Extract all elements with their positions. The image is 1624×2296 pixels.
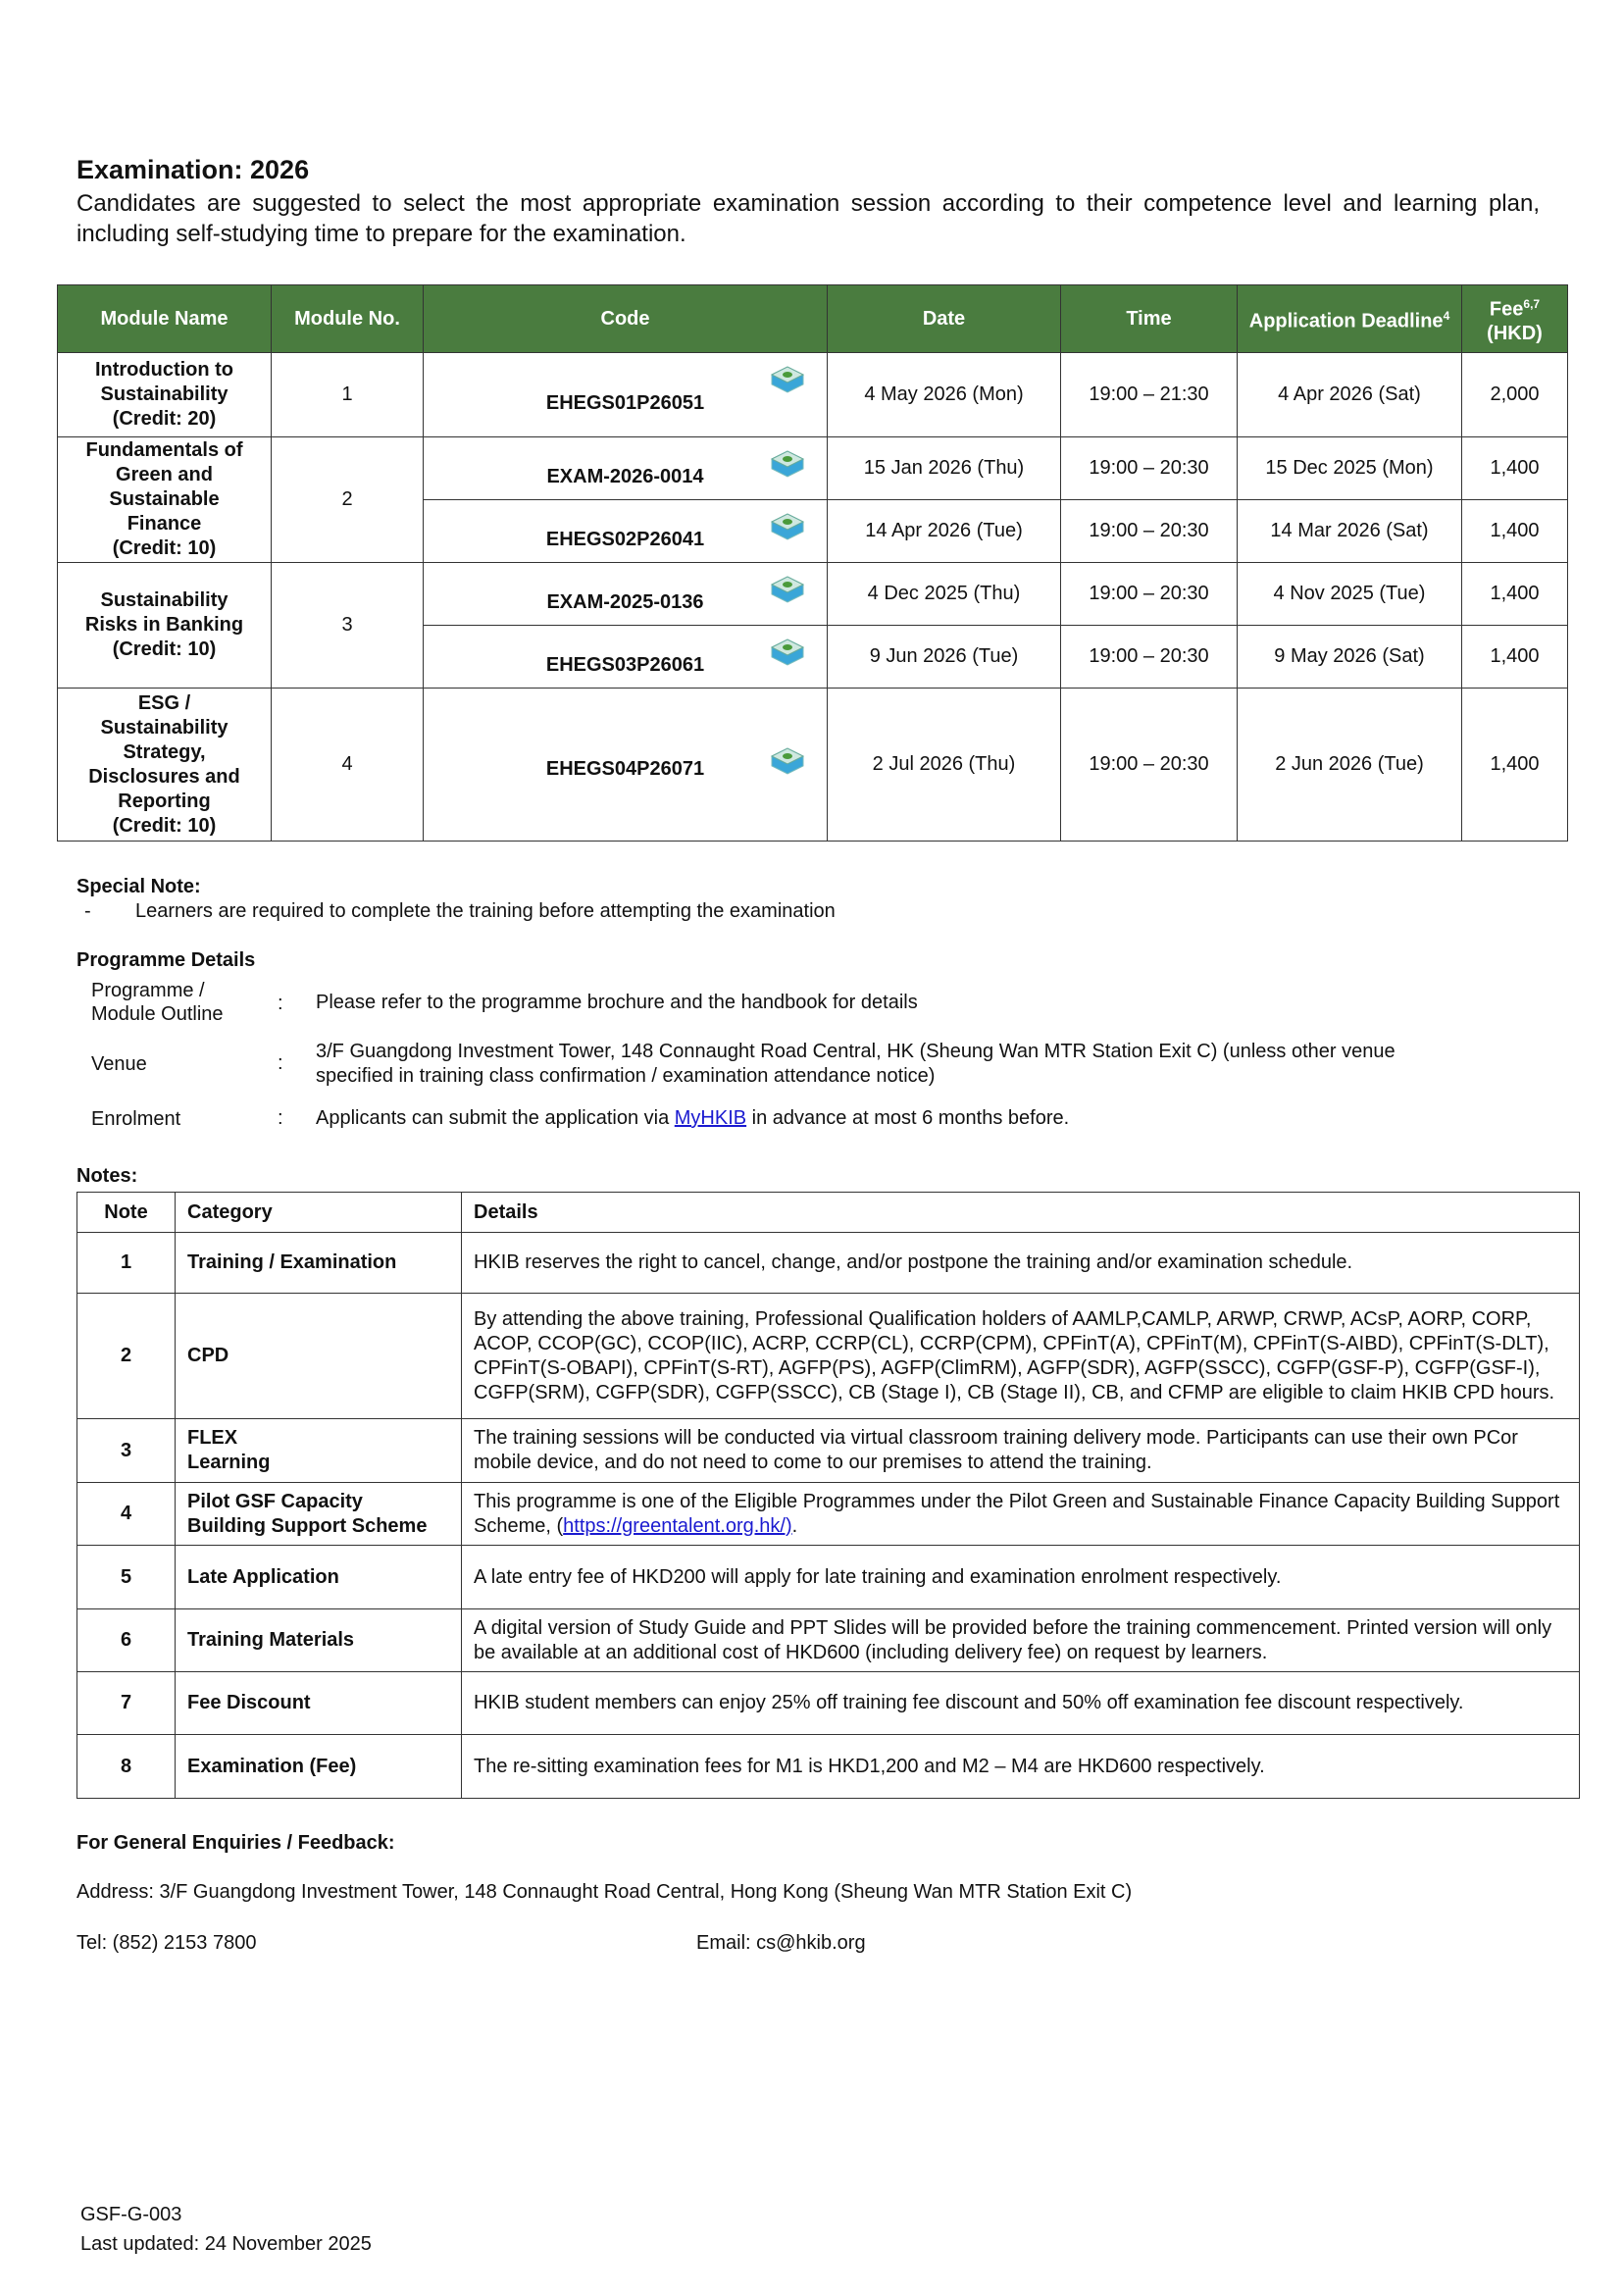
application-deadline: 2 Jun 2026 (Tue): [1238, 689, 1462, 842]
outline-value: Please refer to the programme brochure and the handbook for details: [316, 992, 918, 1013]
table-row: [77, 1419, 1580, 1483]
exam-date: 15 Jan 2026 (Thu): [828, 437, 1061, 500]
exam-date: 14 Apr 2026 (Tue): [828, 500, 1061, 563]
note-category: Pilot GSF Capacity Building Support Scheme: [176, 1483, 462, 1546]
fee: 1,400: [1462, 563, 1568, 626]
exam-time: 19:00 – 20:30: [1061, 500, 1238, 563]
note-details: A late entry fee of HKD200 will apply for late training and examination enrolment respectively.: [462, 1546, 1580, 1609]
course-code[interactable]: EXAM-2026-0014: [546, 466, 704, 487]
special-note-heading: Special Note:: [76, 876, 201, 897]
table-row: [77, 1294, 1580, 1419]
col-note: Note: [77, 1193, 176, 1233]
note-details: A digital version of Study Guide and PPT Slides will be provided before the training commencement. Printed version will only be available at an additional cost of HKD600 (including delivery fee) on request by learners.: [462, 1609, 1580, 1672]
application-deadline: 15 Dec 2025 (Mon): [1238, 437, 1462, 500]
note-number: 8: [77, 1735, 176, 1799]
note-category: CPD: [176, 1294, 462, 1419]
fee-unit: (HKD): [1487, 322, 1543, 344]
enquiries-email[interactable]: Email: cs@hkib.org: [696, 1932, 866, 1954]
course-code-cell[interactable]: [424, 500, 828, 563]
table-row: [58, 689, 1568, 842]
note-details: HKIB reserves the right to cancel, change, and/or postpone the training and/or examination schedule.: [462, 1233, 1580, 1294]
note-number: 2: [77, 1294, 176, 1419]
last-updated: Last updated: 24 November 2025: [80, 2233, 372, 2255]
venue-value: 3/F Guangdong Investment Tower, 148 Connaught Road Central, HK (Sheung Wan MTR Station Exit C) (unless other venue specified in training class confirmation / examination attendance notice): [316, 1041, 1396, 1087]
note-category: FLEX Learning: [176, 1419, 462, 1483]
exam-date: 4 May 2026 (Mon): [828, 353, 1061, 437]
course-code-cell[interactable]: [424, 563, 828, 626]
course-code[interactable]: EHEGS04P26071: [545, 758, 705, 780]
col-code: Code: [424, 285, 828, 353]
note-number: 3: [77, 1419, 176, 1483]
col-fee: [1462, 285, 1568, 353]
notes-heading: Notes:: [76, 1165, 138, 1187]
note-number: 6: [77, 1609, 176, 1672]
note-category: Fee Discount: [176, 1672, 462, 1735]
table-row: [77, 1735, 1580, 1799]
footnote-ref: 4: [1443, 309, 1450, 324]
col-deadline: [1238, 285, 1462, 353]
book-icon[interactable]: [768, 636, 807, 667]
document-code: GSF-G-003: [80, 2204, 182, 2225]
table-row: [77, 1672, 1580, 1735]
module-name: Fundamentals of Green and Sustainable Finance (Credit: 10): [58, 437, 272, 563]
table-row: [58, 437, 1568, 500]
application-deadline: 9 May 2026 (Sat): [1238, 626, 1462, 689]
exam-time: 19:00 – 20:30: [1061, 563, 1238, 626]
deadline-label: Application Deadline: [1248, 310, 1444, 332]
fee-label: Fee: [1489, 298, 1524, 321]
course-code[interactable]: EXAM-2025-0136: [546, 591, 704, 613]
application-deadline: 4 Apr 2026 (Sat): [1238, 353, 1462, 437]
book-icon[interactable]: [768, 573, 807, 604]
outline-label: Programme / Module Outline: [91, 980, 224, 1025]
note-number: 4: [77, 1483, 176, 1546]
col-time: Time: [1061, 285, 1238, 353]
colon: :: [278, 993, 283, 1014]
col-category: Category: [176, 1193, 462, 1233]
bullet-dash: -: [84, 900, 91, 922]
exam-time: 19:00 – 20:30: [1061, 437, 1238, 500]
module-name: ESG / Sustainability Strategy, Disclosures and Reporting (Credit: 10): [58, 689, 272, 842]
course-code[interactable]: EHEGS01P26051: [545, 392, 705, 414]
note-details: This programme is one of the Eligible Programmes under the Pilot Green and Sustainable Finance Capacity Building Support Scheme, (https://greentalent.org.hk/).: [462, 1483, 1580, 1546]
note-category: Examination (Fee): [176, 1735, 462, 1799]
enrolment-value: Applicants can submit the application via MyHKIB in advance at most 6 months before.: [316, 1107, 1070, 1129]
book-icon[interactable]: [768, 744, 807, 776]
note-category: Training Materials: [176, 1609, 462, 1672]
course-code-cell[interactable]: [424, 626, 828, 689]
note-number: 5: [77, 1546, 176, 1609]
course-code-cell[interactable]: [424, 353, 828, 437]
col-details: Details: [462, 1193, 1580, 1233]
fee: 1,400: [1462, 500, 1568, 563]
fee: 2,000: [1462, 353, 1568, 437]
exam-date: 2 Jul 2026 (Thu): [828, 689, 1061, 842]
programme-details-heading: Programme Details: [76, 949, 256, 971]
table-row: [58, 353, 1568, 437]
table-row: [77, 1609, 1580, 1672]
examination-schedule-table: [57, 284, 1568, 842]
exam-time: 19:00 – 20:30: [1061, 626, 1238, 689]
table-row: [77, 1483, 1580, 1546]
table-header-row: [58, 285, 1568, 353]
page-title: Examination: 2026: [76, 155, 310, 184]
module-no: 3: [272, 563, 424, 689]
exam-time: 19:00 – 21:30: [1061, 353, 1238, 437]
enquiries-tel: Tel: (852) 2153 7800: [76, 1932, 257, 1954]
book-icon[interactable]: [768, 510, 807, 541]
course-code[interactable]: EHEGS03P26061: [545, 654, 705, 676]
fee: 1,400: [1462, 689, 1568, 842]
enrolment-label: Enrolment: [91, 1108, 181, 1130]
note-number: 1: [77, 1233, 176, 1294]
notes-header-row: [77, 1193, 1580, 1233]
module-name: Introduction to Sustainability (Credit: 20): [58, 353, 272, 437]
note-category: Training / Examination: [176, 1233, 462, 1294]
course-code-cell[interactable]: [424, 437, 828, 500]
col-module-no: Module No.: [272, 285, 424, 353]
fee: 1,400: [1462, 437, 1568, 500]
course-code[interactable]: EHEGS02P26041: [545, 529, 705, 550]
table-row: [77, 1233, 1580, 1294]
module-name: Sustainability Risks in Banking (Credit: 10): [58, 563, 272, 689]
exam-time: 19:00 – 20:30: [1061, 689, 1238, 842]
table-row: [58, 563, 1568, 626]
intro-paragraph: Candidates are suggested to select the most appropriate examination session according to their competence level and learning plan, including self-studying time to prepare for the examination.: [76, 190, 1540, 247]
book-icon[interactable]: [768, 447, 807, 479]
footnote-ref: 6,7: [1523, 297, 1541, 312]
course-code-cell[interactable]: [424, 689, 828, 842]
module-no: 4: [272, 689, 424, 842]
exam-date: 4 Dec 2025 (Thu): [828, 563, 1061, 626]
module-no: 1: [272, 353, 424, 437]
enquiries-heading: For General Enquiries / Feedback:: [76, 1832, 395, 1854]
application-deadline: 14 Mar 2026 (Sat): [1238, 500, 1462, 563]
fee: 1,400: [1462, 626, 1568, 689]
venue-label: Venue: [91, 1053, 147, 1075]
myhkib-link[interactable]: MyHKIB: [674, 1107, 747, 1129]
col-date: Date: [828, 285, 1061, 353]
colon: :: [278, 1052, 283, 1074]
note-number: 7: [77, 1672, 176, 1735]
greentalent-link[interactable]: https://greentalent.org.hk/): [563, 1514, 792, 1537]
special-note-text: Learners are required to complete the training before attempting the examination: [135, 900, 836, 922]
note-details: HKIB student members can enjoy 25% off training fee discount and 50% off examination fee discount respectively.: [462, 1672, 1580, 1735]
col-module-name: Module Name: [58, 285, 272, 353]
table-row: [77, 1546, 1580, 1609]
exam-date: 9 Jun 2026 (Tue): [828, 626, 1061, 689]
note-category: Late Application: [176, 1546, 462, 1609]
note-details: The training sessions will be conducted via virtual classroom training delivery mode. Participants can use their own PCor mobile device, and do not need to come to our premises to attend the training.: [462, 1419, 1580, 1483]
note-details: The re-sitting examination fees for M1 is HKD1,200 and M2 – M4 are HKD600 respectively.: [462, 1735, 1580, 1799]
notes-table: [76, 1192, 1580, 1799]
enquiries-address: Address: 3/F Guangdong Investment Tower, 148 Connaught Road Central, Hong Kong (Sheung Wan MTR Station Exit C): [76, 1881, 1133, 1903]
colon: :: [278, 1107, 283, 1129]
note-details: By attending the above training, Professional Qualification holders of AAMLP,CAMLP, ARWP, CRWP, ACsP, AORP, CORP, ACOP, CCOP(GC), CCOP(IIC), ACRP, CCRP(CL), CCRP(CPM), CPFinT(A), CPFinT(M), CPFinT(S-AIBD), CPFinT(S-DLT), CPFinT(S-OBAPI), CPFinT(S-RT), AGFP(PS), AGFP(ClimRM), AGFP(SDR), AGFP(SSCC), CGFP(GSF-P), CGFP(GSF-I), CGFP(SRM), CGFP(SDR), CGFP(SSCC), CB (Stage I), CB (Stage II), CB, and CFMP are eligible to claim HKIB CPD hours.: [462, 1294, 1580, 1419]
module-no: 2: [272, 437, 424, 563]
application-deadline: 4 Nov 2025 (Tue): [1238, 563, 1462, 626]
book-icon[interactable]: [768, 363, 807, 394]
